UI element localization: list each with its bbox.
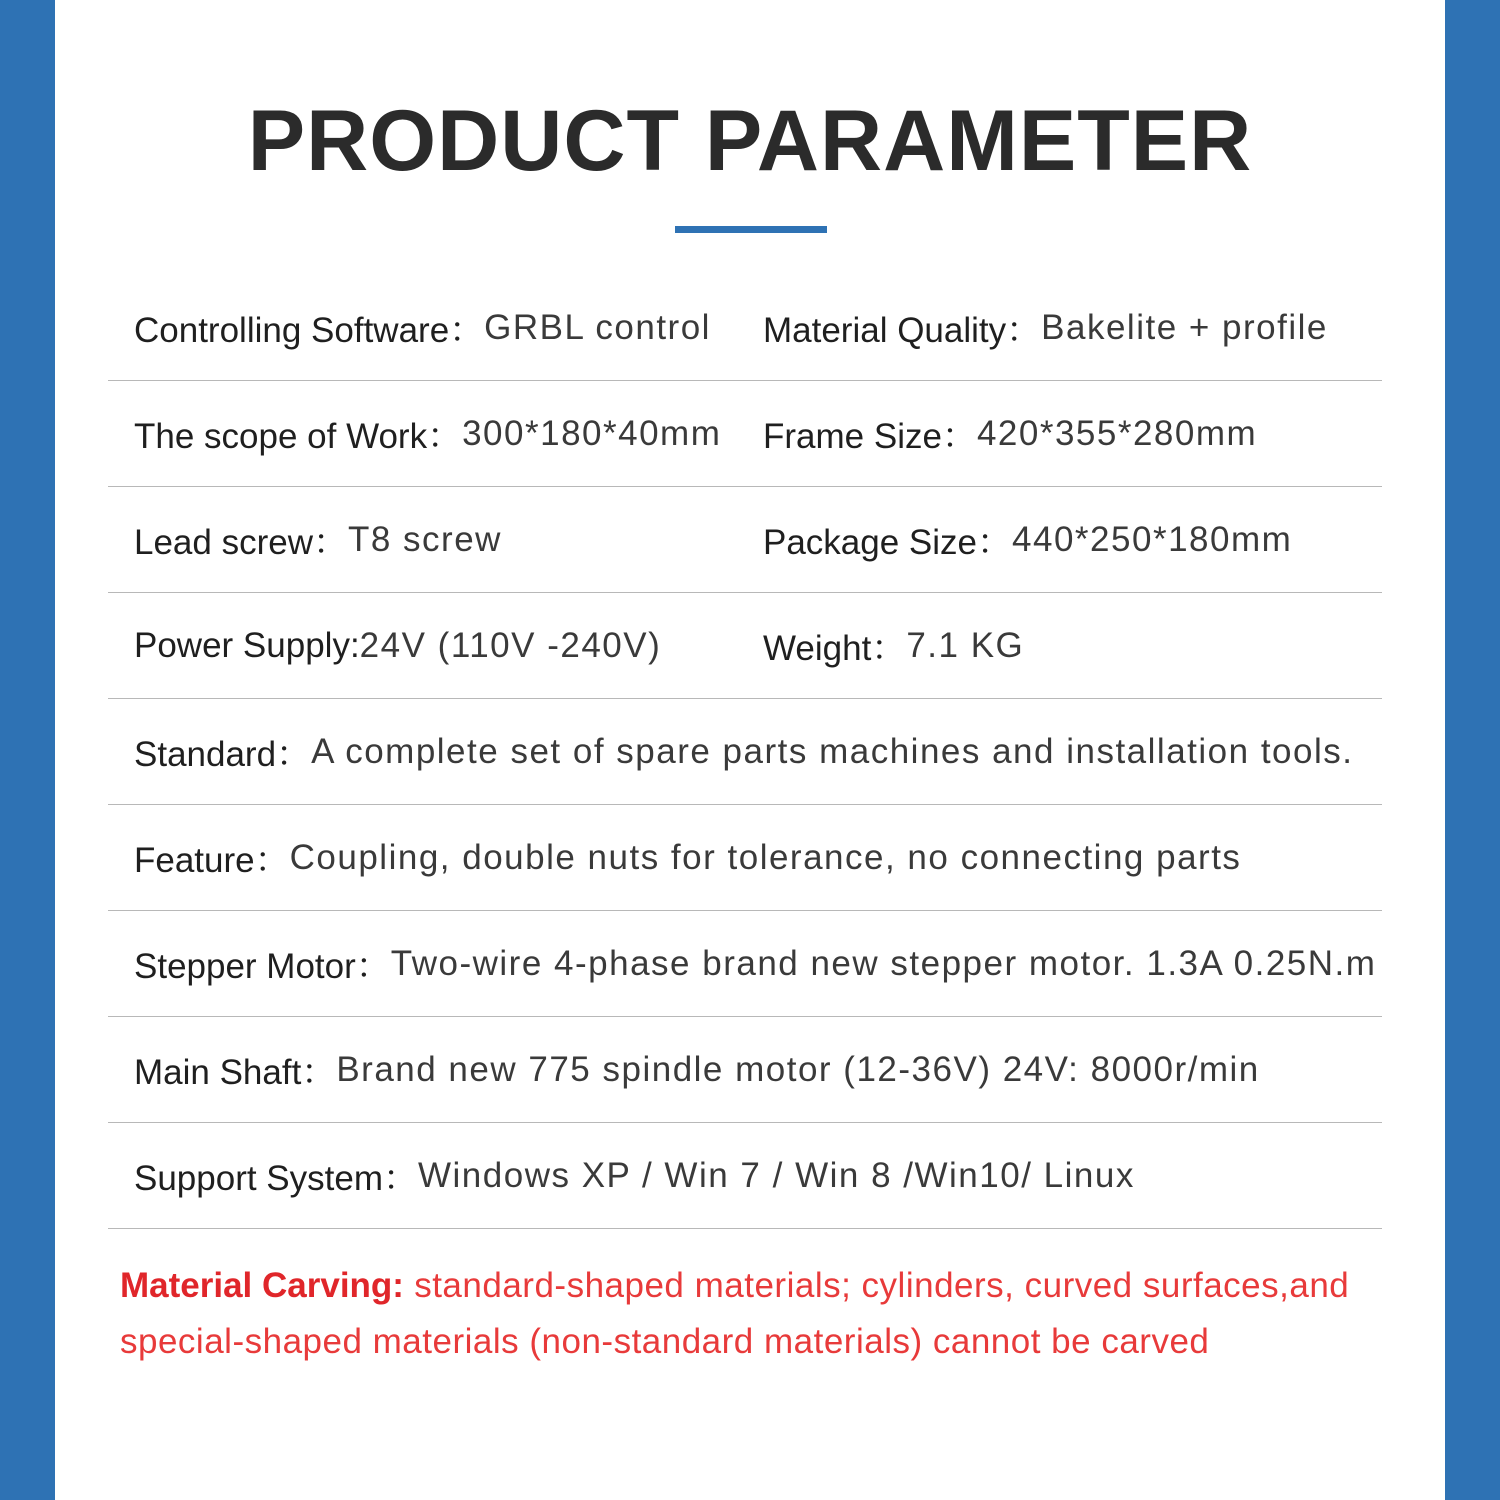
param-lead-screw — [134, 487, 502, 592]
param-standard — [134, 699, 1353, 804]
param-stepper-motor — [134, 911, 1376, 1016]
param-value: Windows XP / Win 7 / Win 8 /Win10/ Linux — [418, 1155, 1135, 1195]
param-label: Controlling Software： — [134, 310, 485, 350]
title-underline — [675, 226, 827, 233]
table-row — [108, 911, 1382, 1017]
table-row — [108, 593, 1382, 699]
param-label: Lead screw： — [134, 522, 348, 562]
param-label: Material Quality： — [763, 310, 1042, 350]
param-feature — [134, 805, 1241, 910]
content-panel — [55, 0, 1445, 1500]
table-row — [108, 381, 1382, 487]
param-main-shaft — [134, 1017, 1260, 1122]
table-row — [108, 699, 1382, 805]
param-label: Support System： — [134, 1158, 418, 1198]
param-value: T8 screw — [347, 519, 502, 559]
param-power-supply — [134, 593, 661, 698]
param-value: A complete set of spare parts machines and installation tools. — [311, 731, 1354, 771]
param-label: Power Supply: — [134, 625, 360, 665]
param-support-system — [134, 1123, 1135, 1228]
parameter-table — [108, 275, 1382, 1229]
param-label: Main Shaft： — [134, 1052, 337, 1092]
param-value: Brand new 775 spindle motor (12-36V) 24V: 8000r/min — [336, 1049, 1260, 1089]
page-title: PRODUCT PARAMETER — [247, 93, 1253, 189]
param-value: Bakelite + profile — [1041, 307, 1328, 347]
param-frame-size — [763, 381, 1257, 486]
param-value: Two-wire 4-phase brand new stepper motor. 1.3A 0.25N.m — [390, 943, 1377, 983]
material-carving-note — [120, 1258, 1390, 1370]
table-row — [108, 805, 1382, 911]
param-value: 440*250*180mm — [1012, 519, 1293, 559]
param-value: Coupling, double nuts for tolerance, no connecting parts — [289, 837, 1242, 877]
param-value: 7.1 KG — [906, 625, 1025, 665]
param-label: Feature： — [134, 840, 290, 880]
param-label: Standard： — [134, 734, 312, 774]
param-value: 420*355*280mm — [976, 413, 1258, 453]
table-row — [108, 487, 1382, 593]
param-label: Package Size： — [763, 522, 1013, 562]
param-value: 300*180*40mm — [462, 413, 722, 453]
param-material-quality — [763, 275, 1328, 380]
param-label: Stepper Motor： — [134, 946, 391, 986]
table-row — [108, 1123, 1382, 1229]
table-row — [108, 1017, 1382, 1123]
table-row — [108, 275, 1382, 381]
param-label: The scope of Work： — [134, 416, 463, 456]
param-package-size — [763, 487, 1292, 592]
param-label: Frame Size： — [763, 416, 977, 456]
param-controlling-software — [134, 275, 711, 380]
param-value: GRBL control — [484, 307, 711, 347]
param-weight — [763, 593, 1024, 698]
note-text: standard-shaped materials; cylinders, curved surfaces,and special-shaped materials (non-standard materials) cannot be carved — [120, 1266, 1350, 1361]
param-label: Weight： — [763, 628, 907, 668]
param-value: 24V (110V -240V) — [359, 625, 662, 665]
param-scope-of-work — [134, 381, 721, 486]
note-label: Material Carving: — [120, 1266, 404, 1305]
